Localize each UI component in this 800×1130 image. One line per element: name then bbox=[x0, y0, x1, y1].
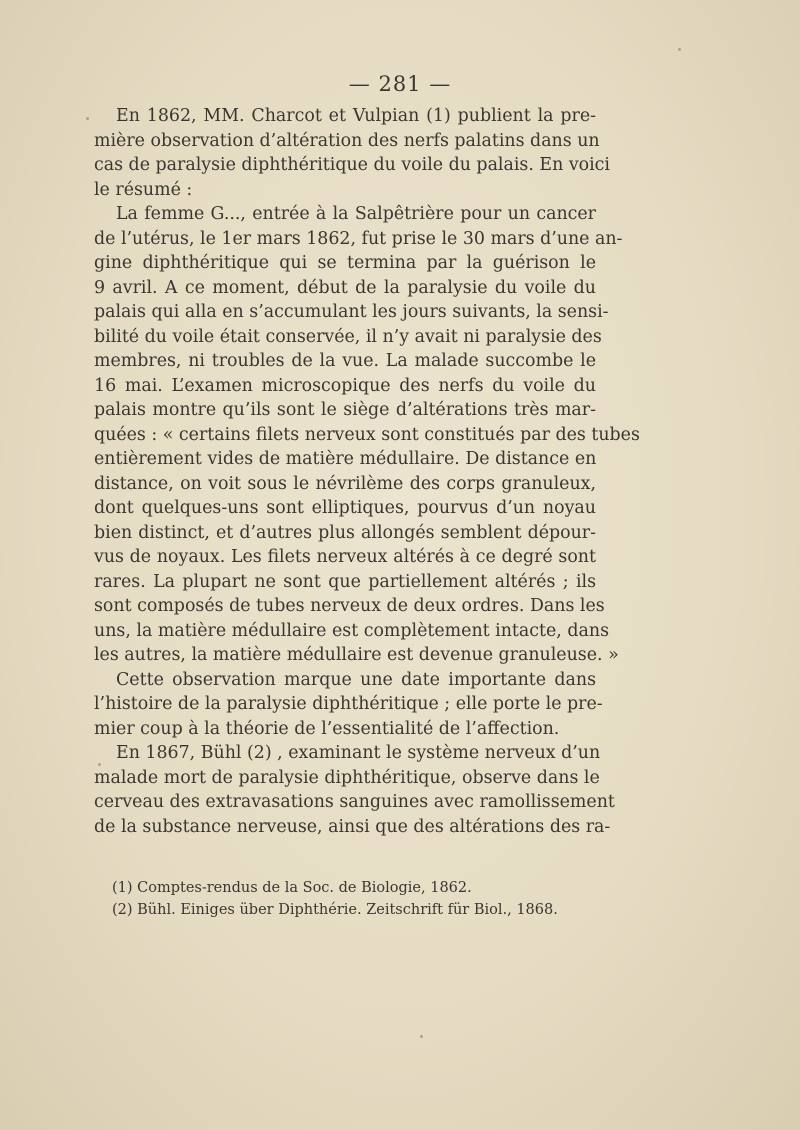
text-line: 16 mai. L’examen microscopique des nerfs du voile du bbox=[94, 375, 596, 396]
text-line: palais qui alla en s’accumulant les jours suivants, la sensi- bbox=[94, 302, 609, 322]
text-line: membres, ni troubles de la vue. La malade succombe le bbox=[94, 351, 596, 371]
text-line: gine diphthéritique qui se termina par la guérison le bbox=[94, 253, 596, 273]
text-line: rares. La plupart ne sont que partiellement altérés ; ils bbox=[94, 571, 596, 592]
text-line: quées : « certains filets nerveux sont constitués par des tubes bbox=[94, 424, 640, 445]
text-line: l’histoire de la paralysie diphthéritique ; elle porte le pre- bbox=[94, 694, 603, 714]
footnotes bbox=[112, 877, 582, 921]
body-text bbox=[94, 104, 640, 839]
text-line: bilité du voile était conservée, il n’y avait ni paralysie des bbox=[94, 326, 602, 347]
text-line: de la substance nerveuse, ainsi que des altérations des ra- bbox=[94, 816, 611, 837]
text-line: 9 avril. A ce moment, début de la paralysie du voile du bbox=[94, 277, 596, 298]
text-line: dont quelques-uns sont elliptiques, pourvus d’un noyau bbox=[94, 498, 596, 518]
text-line: mière observation d’altération des nerfs palatins dans un bbox=[94, 130, 600, 151]
text-line: distance, on voit sous le névrilème des corps granuleux, bbox=[94, 473, 596, 494]
text-line: de l’utérus, le 1er mars 1862, fut prise le 30 mars d’une an- bbox=[94, 228, 623, 249]
page-number: — 281 — bbox=[348, 72, 452, 96]
ink-speck bbox=[678, 48, 681, 51]
footnote: (2) Bühl. Einiges über Diphthérie. Zeitschrift für Biol., 1868. bbox=[112, 902, 558, 918]
ink-speck bbox=[86, 117, 89, 120]
text-line: cerveau des extravasations sanguines avec ramollissement bbox=[94, 792, 615, 812]
text-line: malade mort de paralysie diphthéritique, observe dans le bbox=[94, 767, 600, 788]
text-line: palais montre qu’ils sont le siège d’altérations très mar- bbox=[94, 400, 596, 420]
text-line: bien distinct, et d’autres plus allongés semblent dépour- bbox=[94, 522, 596, 543]
text-line: cas de paralysie diphthéritique du voile du palais. En voici bbox=[94, 155, 610, 175]
text-line: les autres, la matière médullaire est devenue granuleuse. » bbox=[94, 645, 619, 665]
text-line: La femme G..., entrée à la Salpêtrière pour un cancer bbox=[116, 204, 596, 224]
text-line: mier coup à la théorie de l’essentialité de l’affection. bbox=[94, 718, 560, 739]
text-line: Cette observation marque une date importante dans bbox=[116, 669, 596, 690]
footnote: (1) Comptes-rendus de la Soc. de Biologie, 1862. bbox=[112, 880, 472, 896]
text-line: uns, la matière médullaire est complètement intacte, dans bbox=[94, 620, 609, 641]
text-line: En 1862, MM. Charcot et Vulpian (1) publient la pre- bbox=[116, 106, 596, 126]
text-line: vus de noyaux. Les filets nerveux altérés à ce degré sont bbox=[94, 547, 596, 567]
ink-speck bbox=[420, 1035, 423, 1038]
text-line: sont composés de tubes nerveux de deux ordres. Dans les bbox=[94, 596, 605, 616]
text-line: En 1867, Bühl (2) , examinant le système nerveux d’un bbox=[116, 743, 601, 763]
text-line: le résumé : bbox=[94, 179, 193, 200]
text-line: entièrement vides de matière médullaire. De distance en bbox=[94, 449, 597, 469]
